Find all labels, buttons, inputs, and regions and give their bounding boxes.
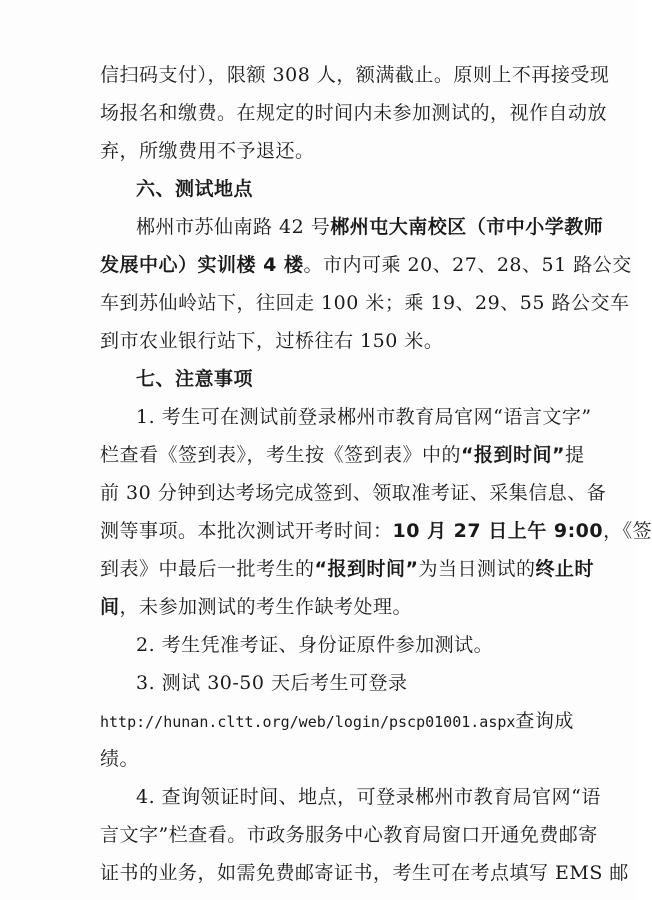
text-segment: 车到苏仙岭站下，往回走 100 米；乘 19、29、55 路公交车 xyxy=(100,292,630,314)
text-line xyxy=(136,214,604,240)
text-segment: ，未参加测试的考生作缺考处理。 xyxy=(119,596,413,618)
bold-text: 发展中心）实训楼 4 楼 xyxy=(100,254,304,276)
text-segment: 栏查看《签到表》，考生按《签到表》中的 xyxy=(100,444,462,466)
text-segment: 提 xyxy=(565,444,585,466)
text-line xyxy=(100,290,630,316)
section-heading: 六、测试地点 xyxy=(136,178,254,200)
text-segment: 证书的业务，如需免费邮寄证书，考生可在考点填写 EMS 邮 xyxy=(100,862,629,884)
bold-text: 终止时 xyxy=(535,558,595,580)
text-segment: 4. 查询领证时间、地点，可登录郴州市教育局官网“语 xyxy=(136,786,601,808)
text-line xyxy=(100,594,540,620)
text-line xyxy=(100,860,629,886)
text-segment: 1. 考生可在测试前登录郴州市教育局官网“语言文字” xyxy=(136,406,592,428)
bold-text: 间 xyxy=(100,596,120,618)
bold-text: 郴州屯大南校区（市中小学教师 xyxy=(330,216,604,238)
text-segment: 言文字”栏查看。市政务服务中心教育局窗口开通免费邮寄 xyxy=(100,824,598,846)
text-line xyxy=(136,632,576,658)
text-segment: 为当日测试的 xyxy=(418,558,536,580)
section-heading: 七、注意事项 xyxy=(136,368,254,390)
text-line xyxy=(100,252,632,278)
bold-text: “报到时间” xyxy=(461,444,565,466)
text-line xyxy=(100,708,574,735)
text-line xyxy=(136,404,592,430)
text-line xyxy=(100,62,610,88)
text-line xyxy=(100,556,595,582)
text-segment: 2. 考生凭准考证、身份证原件参加测试。 xyxy=(136,634,494,656)
text-line xyxy=(136,670,576,696)
text-segment: 绩。 xyxy=(100,748,140,770)
url-text: http://hunan.cltt.org/web/login/pscp01001.aspx xyxy=(100,713,516,731)
text-segment: 3. 测试 30-50 天后考生可登录 xyxy=(136,672,408,694)
text-line xyxy=(100,100,608,126)
text-segment: 弃，所缴费用不予退还。 xyxy=(100,140,315,162)
text-line xyxy=(136,176,576,202)
text-line xyxy=(100,822,598,848)
text-line xyxy=(100,480,607,506)
text-segment: 。市内可乘 20、27、28、51 路公交 xyxy=(303,254,632,276)
text-line xyxy=(100,442,585,468)
text-segment: 到市农业银行站下，过桥往右 150 米。 xyxy=(100,330,444,352)
text-line xyxy=(100,746,540,772)
text-line xyxy=(136,784,601,810)
text-segment: 测等事项。本批次测试开考时间： xyxy=(100,520,393,542)
text-line xyxy=(136,366,576,392)
bold-text: “报到时间” xyxy=(314,558,419,580)
text-line xyxy=(100,518,652,544)
text-line xyxy=(100,138,540,164)
text-segment: 信扫码支付），限额 308 人，额满截止。原则上不再接受现 xyxy=(100,64,610,86)
text-segment: 到表》中最后一批考生的 xyxy=(100,558,315,580)
text-segment: ，《签 xyxy=(603,520,652,542)
text-segment: 郴州市苏仙南路 42 号 xyxy=(136,216,331,238)
text-segment: 前 30 分钟到达考场完成签到、领取准考证、采集信息、备 xyxy=(100,482,607,504)
bold-text: 10 月 27 日上午 9:00 xyxy=(392,520,604,542)
text-line xyxy=(100,328,540,354)
text-segment: 查询成 xyxy=(515,710,574,732)
text-segment: 场报名和缴费。在规定的时间内未参加测试的，视作自动放 xyxy=(100,102,608,124)
